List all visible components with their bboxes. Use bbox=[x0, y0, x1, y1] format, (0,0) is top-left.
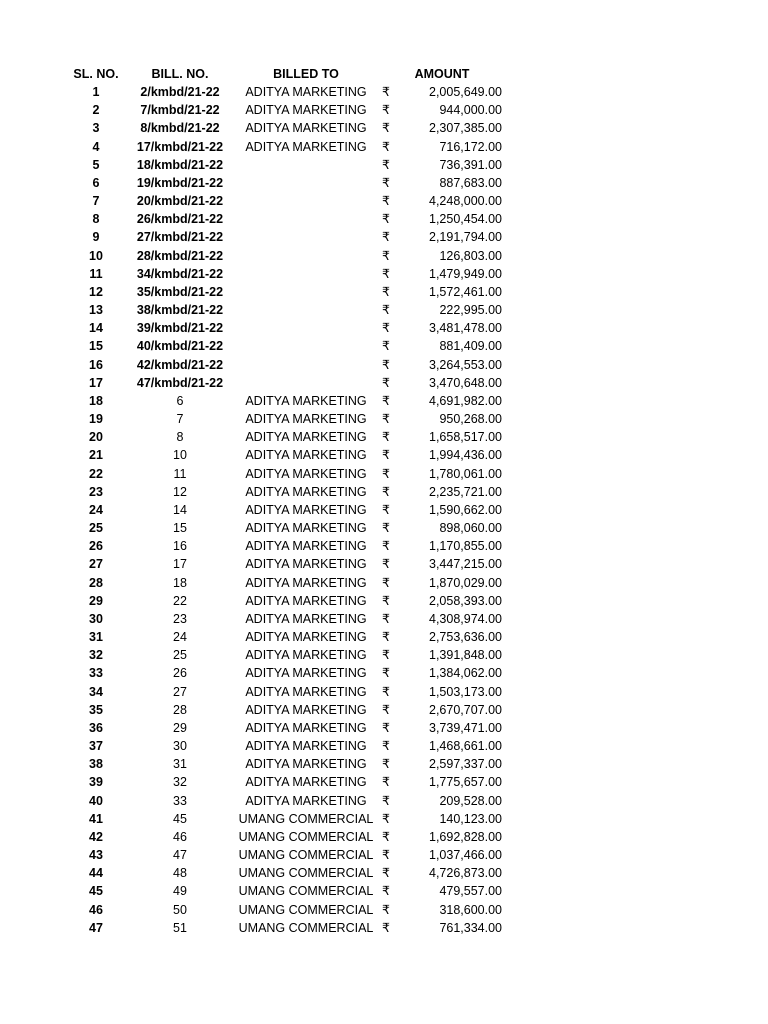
billed-to-cell: ADITYA MARKETING bbox=[245, 539, 367, 554]
amount-cell: 140,123.00 bbox=[439, 811, 502, 826]
currency-symbol: ₹ bbox=[382, 466, 390, 481]
sl-no-cell: 24 bbox=[89, 502, 103, 517]
bill-no-cell: 23 bbox=[173, 611, 187, 626]
sl-no-cell: 34 bbox=[89, 684, 103, 699]
sl-no-cell: 20 bbox=[89, 430, 103, 445]
bill-no-cell: 35/kmbd/21-22 bbox=[136, 284, 224, 299]
billed-to-cell: ADITYA MARKETING bbox=[245, 466, 367, 481]
table-row bbox=[0, 374, 768, 392]
table-row bbox=[0, 319, 768, 337]
sl-no-cell: 36 bbox=[89, 720, 103, 735]
currency-symbol: ₹ bbox=[382, 648, 390, 663]
currency-symbol: ₹ bbox=[382, 793, 390, 808]
sl-no-cell: 16 bbox=[89, 357, 103, 372]
table-row bbox=[0, 265, 768, 283]
sl-no-cell: 31 bbox=[89, 630, 103, 645]
bill-no-cell: 45 bbox=[173, 811, 187, 826]
table-row bbox=[0, 555, 768, 573]
amount-cell: 4,691,982.00 bbox=[429, 393, 502, 408]
billed-to-cell: ADITYA MARKETING bbox=[245, 611, 367, 626]
currency-symbol: ₹ bbox=[382, 630, 390, 645]
sl-no-cell: 41 bbox=[89, 811, 103, 826]
sl-no-cell: 2 bbox=[92, 103, 100, 118]
bill-no-cell: 29 bbox=[173, 720, 187, 735]
billed-to-cell: ADITYA MARKETING bbox=[245, 430, 367, 445]
table-row bbox=[0, 228, 768, 246]
amount-cell: 736,391.00 bbox=[439, 157, 502, 172]
bill-no-cell: 10 bbox=[173, 448, 187, 463]
table-row bbox=[0, 792, 768, 810]
amount-cell: 3,447,215.00 bbox=[429, 557, 502, 572]
currency-symbol: ₹ bbox=[382, 448, 390, 463]
sl-no-cell: 7 bbox=[92, 194, 100, 209]
billed-to-cell: ADITYA MARKETING bbox=[245, 720, 367, 735]
bill-no-cell: 48 bbox=[173, 866, 187, 881]
bill-no-cell: 22 bbox=[173, 593, 187, 608]
table-row bbox=[0, 156, 768, 174]
currency-symbol: ₹ bbox=[382, 339, 390, 354]
amount-cell: 1,037,466.00 bbox=[429, 848, 502, 863]
currency-symbol: ₹ bbox=[382, 811, 390, 826]
table-row bbox=[0, 465, 768, 483]
bill-no-cell: 17/kmbd/21-22 bbox=[136, 139, 224, 154]
currency-symbol: ₹ bbox=[382, 194, 390, 209]
currency-symbol: ₹ bbox=[382, 575, 390, 590]
currency-symbol: ₹ bbox=[382, 85, 390, 99]
table-row bbox=[0, 247, 768, 265]
amount-cell: 1,590,662.00 bbox=[429, 502, 502, 517]
table-row bbox=[0, 83, 768, 101]
amount-cell: 1,503,173.00 bbox=[429, 684, 502, 699]
amount-cell: 3,264,553.00 bbox=[429, 357, 502, 372]
billed-to-cell: UMANG COMMERCIAL bbox=[238, 829, 374, 844]
table-row bbox=[0, 810, 768, 828]
billed-to-cell: ADITYA MARKETING bbox=[245, 757, 367, 772]
billed-to-cell: ADITYA MARKETING bbox=[245, 666, 367, 681]
sl-no-cell: 42 bbox=[89, 829, 103, 844]
amount-cell: 3,481,478.00 bbox=[429, 321, 502, 336]
table-row bbox=[0, 501, 768, 519]
amount-cell: 1,572,461.00 bbox=[429, 284, 502, 299]
amount-cell: 1,391,848.00 bbox=[429, 648, 502, 663]
amount-cell: 2,235,721.00 bbox=[429, 484, 502, 499]
amount-cell: 1,658,517.00 bbox=[429, 430, 502, 445]
bill-no-cell: 28/kmbd/21-22 bbox=[136, 248, 224, 263]
currency-symbol: ₹ bbox=[382, 866, 390, 881]
sl-no-cell: 17 bbox=[89, 375, 103, 390]
table-row bbox=[0, 610, 768, 628]
currency-symbol: ₹ bbox=[382, 303, 390, 318]
currency-symbol: ₹ bbox=[382, 666, 390, 681]
currency-symbol: ₹ bbox=[382, 775, 390, 790]
billed-to-cell: ADITYA MARKETING bbox=[245, 412, 367, 427]
currency-symbol: ₹ bbox=[382, 702, 390, 717]
bill-no-cell: 15 bbox=[173, 521, 187, 536]
table-row bbox=[0, 773, 768, 791]
billed-to-cell: ADITYA MARKETING bbox=[245, 521, 367, 536]
currency-symbol: ₹ bbox=[382, 230, 390, 245]
table-row bbox=[0, 483, 768, 501]
table-row bbox=[0, 846, 768, 864]
amount-cell: 2,191,794.00 bbox=[429, 230, 502, 245]
amount-cell: 881,409.00 bbox=[439, 339, 502, 354]
bill-no-cell: 46 bbox=[173, 829, 187, 844]
amount-cell: 1,468,661.00 bbox=[429, 739, 502, 754]
bill-no-cell: 25 bbox=[173, 648, 187, 663]
sl-no-cell: 27 bbox=[89, 557, 103, 572]
table-row bbox=[0, 882, 768, 900]
currency-symbol: ₹ bbox=[382, 139, 390, 154]
sl-no-cell: 47 bbox=[89, 920, 103, 935]
billed-to-cell: ADITYA MARKETING bbox=[245, 575, 367, 590]
currency-symbol: ₹ bbox=[382, 484, 390, 499]
amount-cell: 1,692,828.00 bbox=[429, 829, 502, 844]
table-row bbox=[0, 101, 768, 119]
sl-no-cell: 13 bbox=[89, 303, 103, 318]
sl-no-cell: 19 bbox=[89, 412, 103, 427]
billed-to-cell: ADITYA MARKETING bbox=[245, 85, 367, 99]
billed-to-cell: UMANG COMMERCIAL bbox=[238, 811, 374, 826]
sl-no-cell: 5 bbox=[92, 157, 100, 172]
amount-cell: 126,803.00 bbox=[439, 248, 502, 263]
bill-no-cell: 32 bbox=[173, 775, 187, 790]
table-row bbox=[0, 719, 768, 737]
table-row bbox=[0, 701, 768, 719]
bill-no-cell: 26 bbox=[173, 666, 187, 681]
currency-symbol: ₹ bbox=[382, 412, 390, 427]
currency-symbol: ₹ bbox=[382, 848, 390, 863]
currency-symbol: ₹ bbox=[382, 720, 390, 735]
amount-cell: 887,683.00 bbox=[439, 175, 502, 190]
table-row bbox=[0, 210, 768, 228]
bill-no-cell: 20/kmbd/21-22 bbox=[136, 194, 224, 209]
currency-symbol: ₹ bbox=[382, 212, 390, 227]
sl-no-cell: 14 bbox=[89, 321, 103, 336]
sl-no-cell: 21 bbox=[89, 448, 103, 463]
amount-cell: 2,597,337.00 bbox=[429, 757, 502, 772]
billed-to-cell: UMANG COMMERCIAL bbox=[238, 920, 374, 935]
sl-no-cell: 26 bbox=[89, 539, 103, 554]
amount-cell: 2,058,393.00 bbox=[429, 593, 502, 608]
bill-no-cell: 31 bbox=[173, 757, 187, 772]
table-row bbox=[0, 919, 768, 937]
sl-no-cell: 43 bbox=[89, 848, 103, 863]
amount-cell: 209,528.00 bbox=[439, 793, 502, 808]
currency-symbol: ₹ bbox=[382, 284, 390, 299]
billed-to-cell: ADITYA MARKETING bbox=[245, 739, 367, 754]
sl-no-cell: 8 bbox=[92, 212, 100, 227]
bill-no-cell: 51 bbox=[173, 920, 187, 935]
bill-no-cell: 2/kmbd/21-22 bbox=[140, 85, 220, 99]
sl-no-cell: 29 bbox=[89, 593, 103, 608]
bill-no-cell: 24 bbox=[173, 630, 187, 645]
amount-cell: 944,000.00 bbox=[439, 103, 502, 118]
currency-symbol: ₹ bbox=[382, 357, 390, 372]
amount-cell: 1,170,855.00 bbox=[429, 539, 502, 554]
bill-no-cell: 7 bbox=[176, 412, 184, 427]
table-row bbox=[0, 592, 768, 610]
currency-symbol: ₹ bbox=[382, 375, 390, 390]
table-row bbox=[0, 119, 768, 137]
amount-cell: 1,479,949.00 bbox=[429, 266, 502, 281]
currency-symbol: ₹ bbox=[382, 684, 390, 699]
sl-no-cell: 32 bbox=[89, 648, 103, 663]
currency-symbol: ₹ bbox=[382, 611, 390, 626]
table-row bbox=[0, 737, 768, 755]
bill-no-cell: 39/kmbd/21-22 bbox=[136, 321, 224, 336]
bill-no-cell: 6 bbox=[176, 393, 184, 408]
amount-cell: 3,470,648.00 bbox=[429, 375, 502, 390]
billed-to-cell: ADITYA MARKETING bbox=[245, 702, 367, 717]
billed-to-cell: UMANG COMMERCIAL bbox=[238, 902, 374, 917]
amount-cell: 2,307,385.00 bbox=[429, 121, 502, 136]
sl-no-cell: 3 bbox=[92, 121, 100, 136]
amount-cell: 1,250,454.00 bbox=[429, 212, 502, 227]
billed-to-cell: UMANG COMMERCIAL bbox=[238, 866, 374, 881]
currency-symbol: ₹ bbox=[382, 739, 390, 754]
sl-no-cell: 33 bbox=[89, 666, 103, 681]
currency-symbol: ₹ bbox=[382, 920, 390, 935]
sl-no-cell: 37 bbox=[89, 739, 103, 754]
sl-no-cell: 40 bbox=[89, 793, 103, 808]
header-sl-no: SL. NO. bbox=[73, 67, 119, 81]
table-row bbox=[0, 428, 768, 446]
sl-no-cell: 10 bbox=[89, 248, 103, 263]
billed-to-cell: ADITYA MARKETING bbox=[245, 630, 367, 645]
currency-symbol: ₹ bbox=[382, 430, 390, 445]
currency-symbol: ₹ bbox=[382, 121, 390, 136]
sl-no-cell: 38 bbox=[89, 757, 103, 772]
table-row bbox=[0, 283, 768, 301]
table-row bbox=[0, 646, 768, 664]
billed-to-cell: ADITYA MARKETING bbox=[245, 103, 367, 118]
amount-cell: 4,308,974.00 bbox=[429, 611, 502, 626]
sl-no-cell: 30 bbox=[89, 611, 103, 626]
billed-to-cell: ADITYA MARKETING bbox=[245, 793, 367, 808]
bill-no-cell: 47/kmbd/21-22 bbox=[136, 375, 224, 390]
amount-cell: 1,994,436.00 bbox=[429, 448, 502, 463]
table-row bbox=[0, 901, 768, 919]
table-row bbox=[0, 356, 768, 374]
billed-to-cell: UMANG COMMERCIAL bbox=[238, 884, 374, 899]
amount-cell: 2,753,636.00 bbox=[429, 630, 502, 645]
table-row bbox=[0, 301, 768, 319]
table-row bbox=[0, 337, 768, 355]
bill-no-cell: 11 bbox=[173, 466, 187, 481]
bill-no-cell: 8 bbox=[176, 430, 184, 445]
currency-symbol: ₹ bbox=[382, 521, 390, 536]
sl-no-cell: 46 bbox=[89, 902, 103, 917]
table-row bbox=[0, 664, 768, 682]
bill-no-cell: 27/kmbd/21-22 bbox=[136, 230, 224, 245]
amount-cell: 898,060.00 bbox=[439, 521, 502, 536]
table-row bbox=[0, 192, 768, 210]
amount-cell: 2,670,707.00 bbox=[429, 702, 502, 717]
sl-no-cell: 4 bbox=[92, 139, 100, 154]
table-row bbox=[0, 446, 768, 464]
billed-to-cell: ADITYA MARKETING bbox=[245, 593, 367, 608]
bill-no-cell: 49 bbox=[173, 884, 187, 899]
amount-cell: 1,775,657.00 bbox=[429, 775, 502, 790]
bill-no-cell: 47 bbox=[173, 848, 187, 863]
amount-cell: 4,726,873.00 bbox=[429, 866, 502, 881]
amount-cell: 1,870,029.00 bbox=[429, 575, 502, 590]
table-row bbox=[0, 174, 768, 192]
billed-to-cell: ADITYA MARKETING bbox=[245, 448, 367, 463]
header-billed-to: BILLED TO bbox=[273, 67, 339, 81]
bill-no-cell: 14 bbox=[173, 502, 187, 517]
amount-cell: 1,780,061.00 bbox=[429, 466, 502, 481]
sl-no-cell: 1 bbox=[92, 85, 100, 99]
table-row bbox=[0, 138, 768, 156]
bill-no-cell: 34/kmbd/21-22 bbox=[136, 266, 224, 281]
bill-no-cell: 50 bbox=[173, 902, 187, 917]
sl-no-cell: 28 bbox=[89, 575, 103, 590]
sl-no-cell: 44 bbox=[89, 866, 103, 881]
billed-to-cell: ADITYA MARKETING bbox=[245, 393, 367, 408]
table-row bbox=[0, 410, 768, 428]
bill-no-cell: 42/kmbd/21-22 bbox=[136, 357, 224, 372]
bill-no-cell: 30 bbox=[173, 739, 187, 754]
currency-symbol: ₹ bbox=[382, 248, 390, 263]
amount-cell: 318,600.00 bbox=[439, 902, 502, 917]
sl-no-cell: 22 bbox=[89, 466, 103, 481]
table-row bbox=[0, 755, 768, 773]
bill-no-cell: 18 bbox=[173, 575, 187, 590]
billed-to-cell: ADITYA MARKETING bbox=[245, 648, 367, 663]
sl-no-cell: 12 bbox=[89, 284, 103, 299]
sl-no-cell: 11 bbox=[89, 266, 103, 281]
currency-symbol: ₹ bbox=[382, 321, 390, 336]
table-row bbox=[0, 683, 768, 701]
amount-cell: 761,334.00 bbox=[439, 920, 502, 935]
table-row bbox=[0, 574, 768, 592]
sl-no-cell: 45 bbox=[89, 884, 103, 899]
sl-no-cell: 15 bbox=[89, 339, 103, 354]
currency-symbol: ₹ bbox=[382, 757, 390, 772]
sl-no-cell: 39 bbox=[89, 775, 103, 790]
amount-cell: 222,995.00 bbox=[439, 303, 502, 318]
currency-symbol: ₹ bbox=[382, 175, 390, 190]
bill-no-cell: 18/kmbd/21-22 bbox=[136, 157, 224, 172]
currency-symbol: ₹ bbox=[382, 902, 390, 917]
header-bill-no: BILL. NO. bbox=[151, 67, 209, 81]
bill-no-cell: 27 bbox=[173, 684, 187, 699]
table-row bbox=[0, 828, 768, 846]
bill-no-cell: 26/kmbd/21-22 bbox=[136, 212, 224, 227]
currency-symbol: ₹ bbox=[382, 266, 390, 281]
bill-no-cell: 12 bbox=[173, 484, 187, 499]
currency-symbol: ₹ bbox=[382, 502, 390, 517]
bill-no-cell: 38/kmbd/21-22 bbox=[136, 303, 224, 318]
currency-symbol: ₹ bbox=[382, 393, 390, 408]
sl-no-cell: 25 bbox=[89, 521, 103, 536]
sl-no-cell: 35 bbox=[89, 702, 103, 717]
billed-to-cell: ADITYA MARKETING bbox=[245, 139, 367, 154]
sl-no-cell: 18 bbox=[89, 393, 103, 408]
bill-no-cell: 16 bbox=[173, 539, 187, 554]
amount-cell: 2,005,649.00 bbox=[429, 85, 502, 99]
amount-cell: 3,739,471.00 bbox=[429, 720, 502, 735]
sl-no-cell: 9 bbox=[92, 230, 100, 245]
table-row bbox=[0, 864, 768, 882]
billed-to-cell: ADITYA MARKETING bbox=[245, 775, 367, 790]
amount-cell: 479,557.00 bbox=[439, 884, 502, 899]
currency-symbol: ₹ bbox=[382, 884, 390, 899]
billed-to-cell: ADITYA MARKETING bbox=[245, 684, 367, 699]
amount-cell: 950,268.00 bbox=[439, 412, 502, 427]
bill-no-cell: 8/kmbd/21-22 bbox=[140, 121, 220, 136]
billed-to-cell: ADITYA MARKETING bbox=[245, 502, 367, 517]
sl-no-cell: 6 bbox=[92, 175, 100, 190]
billed-to-cell: ADITYA MARKETING bbox=[245, 557, 367, 572]
currency-symbol: ₹ bbox=[382, 557, 390, 572]
currency-symbol: ₹ bbox=[382, 539, 390, 554]
bill-no-cell: 40/kmbd/21-22 bbox=[136, 339, 224, 354]
billed-to-cell: UMANG COMMERCIAL bbox=[238, 848, 374, 863]
table-row bbox=[0, 628, 768, 646]
billed-to-cell: ADITYA MARKETING bbox=[245, 121, 367, 136]
sl-no-cell: 23 bbox=[89, 484, 103, 499]
amount-cell: 716,172.00 bbox=[439, 139, 502, 154]
bill-no-cell: 28 bbox=[173, 702, 187, 717]
bill-no-cell: 17 bbox=[173, 557, 187, 572]
amount-cell: 4,248,000.00 bbox=[429, 194, 502, 209]
table-row bbox=[0, 537, 768, 555]
bill-no-cell: 19/kmbd/21-22 bbox=[136, 175, 224, 190]
billed-to-cell: ADITYA MARKETING bbox=[245, 484, 367, 499]
table-row bbox=[0, 519, 768, 537]
bill-no-cell: 7/kmbd/21-22 bbox=[140, 103, 220, 118]
table-row bbox=[0, 392, 768, 410]
currency-symbol: ₹ bbox=[382, 593, 390, 608]
currency-symbol: ₹ bbox=[382, 103, 390, 118]
amount-cell: 1,384,062.00 bbox=[429, 666, 502, 681]
header-amount: AMOUNT bbox=[414, 67, 470, 81]
currency-symbol: ₹ bbox=[382, 157, 390, 172]
currency-symbol: ₹ bbox=[382, 829, 390, 844]
bill-no-cell: 33 bbox=[173, 793, 187, 808]
